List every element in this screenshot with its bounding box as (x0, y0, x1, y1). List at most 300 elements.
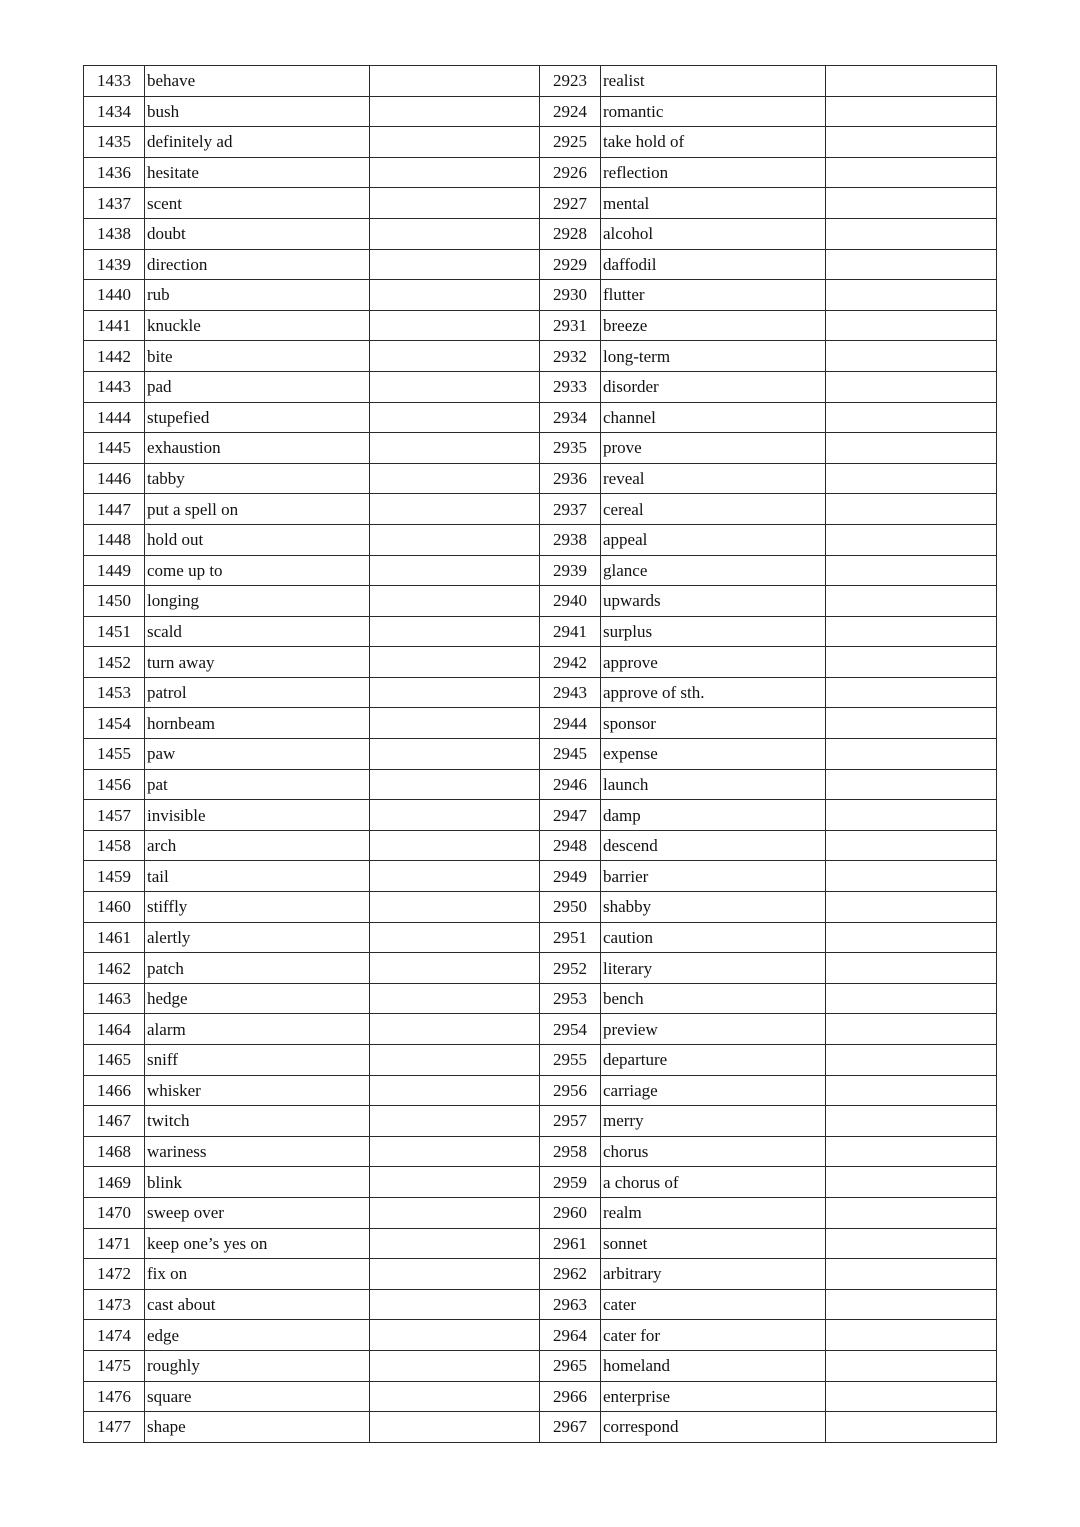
table-row (84, 1014, 997, 1045)
table-row (84, 127, 997, 158)
left-word-cell: stupefied (145, 402, 370, 433)
left-word-cell: direction (145, 249, 370, 280)
left-number-cell: 1449 (84, 555, 145, 586)
left-word-cell: tail (145, 861, 370, 892)
right-number-cell: 2928 (540, 218, 601, 249)
right-blank-cell (826, 218, 997, 249)
left-blank-cell (370, 1136, 540, 1167)
right-blank-cell (826, 953, 997, 984)
right-blank-cell (826, 96, 997, 127)
left-blank-cell (370, 647, 540, 678)
left-blank-cell (370, 249, 540, 280)
right-word-cell: prove (601, 433, 826, 464)
right-blank-cell (826, 1228, 997, 1259)
right-blank-cell (826, 1197, 997, 1228)
right-blank-cell (826, 463, 997, 494)
table-row (84, 1320, 997, 1351)
left-blank-cell (370, 1228, 540, 1259)
left-word-cell: scent (145, 188, 370, 219)
left-word-cell: keep one’s yes on (145, 1228, 370, 1259)
right-word-cell: approve (601, 647, 826, 678)
right-word-cell: romantic (601, 96, 826, 127)
right-number-cell: 2948 (540, 830, 601, 861)
left-word-cell: tabby (145, 463, 370, 494)
left-blank-cell (370, 1197, 540, 1228)
table-row (84, 494, 997, 525)
left-blank-cell (370, 800, 540, 831)
right-word-cell: damp (601, 800, 826, 831)
left-blank-cell (370, 157, 540, 188)
right-number-cell: 2950 (540, 892, 601, 923)
table-row (84, 800, 997, 831)
right-word-cell: channel (601, 402, 826, 433)
right-blank-cell (826, 586, 997, 617)
table-row (84, 953, 997, 984)
right-number-cell: 2964 (540, 1320, 601, 1351)
left-number-cell: 1475 (84, 1350, 145, 1381)
table-row (84, 66, 997, 97)
right-blank-cell (826, 1289, 997, 1320)
left-blank-cell (370, 524, 540, 555)
left-number-cell: 1436 (84, 157, 145, 188)
left-blank-cell (370, 861, 540, 892)
right-word-cell: mental (601, 188, 826, 219)
left-word-cell: blink (145, 1167, 370, 1198)
left-blank-cell (370, 280, 540, 311)
left-number-cell: 1434 (84, 96, 145, 127)
right-number-cell: 2935 (540, 433, 601, 464)
right-number-cell: 2947 (540, 800, 601, 831)
left-blank-cell (370, 66, 540, 97)
left-blank-cell (370, 218, 540, 249)
left-number-cell: 1433 (84, 66, 145, 97)
table-row (84, 1045, 997, 1076)
table-row (84, 647, 997, 678)
right-word-cell: launch (601, 769, 826, 800)
left-word-cell: hedge (145, 983, 370, 1014)
right-blank-cell (826, 310, 997, 341)
table-row (84, 157, 997, 188)
left-blank-cell (370, 371, 540, 402)
left-number-cell: 1468 (84, 1136, 145, 1167)
left-blank-cell (370, 708, 540, 739)
table-row (84, 739, 997, 770)
left-number-cell: 1472 (84, 1259, 145, 1290)
left-blank-cell (370, 830, 540, 861)
right-word-cell: correspond (601, 1412, 826, 1443)
left-word-cell: patch (145, 953, 370, 984)
left-number-cell: 1440 (84, 280, 145, 311)
right-word-cell: daffodil (601, 249, 826, 280)
right-word-cell: upwards (601, 586, 826, 617)
left-number-cell: 1469 (84, 1167, 145, 1198)
table-row (84, 402, 997, 433)
table-row (84, 280, 997, 311)
right-blank-cell (826, 739, 997, 770)
left-number-cell: 1460 (84, 892, 145, 923)
left-number-cell: 1438 (84, 218, 145, 249)
right-word-cell: caution (601, 922, 826, 953)
right-word-cell: long-term (601, 341, 826, 372)
left-blank-cell (370, 127, 540, 158)
left-number-cell: 1474 (84, 1320, 145, 1351)
left-blank-cell (370, 96, 540, 127)
right-number-cell: 2925 (540, 127, 601, 158)
right-number-cell: 2967 (540, 1412, 601, 1443)
left-word-cell: roughly (145, 1350, 370, 1381)
right-blank-cell (826, 1075, 997, 1106)
left-word-cell: definitely ad (145, 127, 370, 158)
left-word-cell: turn away (145, 647, 370, 678)
right-blank-cell (826, 555, 997, 586)
right-number-cell: 2924 (540, 96, 601, 127)
left-blank-cell (370, 463, 540, 494)
right-word-cell: reveal (601, 463, 826, 494)
right-blank-cell (826, 371, 997, 402)
left-number-cell: 1443 (84, 371, 145, 402)
left-number-cell: 1456 (84, 769, 145, 800)
left-blank-cell (370, 892, 540, 923)
right-blank-cell (826, 341, 997, 372)
right-blank-cell (826, 402, 997, 433)
left-number-cell: 1441 (84, 310, 145, 341)
table-row (84, 708, 997, 739)
left-blank-cell (370, 616, 540, 647)
right-number-cell: 2930 (540, 280, 601, 311)
left-number-cell: 1463 (84, 983, 145, 1014)
right-number-cell: 2938 (540, 524, 601, 555)
right-word-cell: take hold of (601, 127, 826, 158)
left-number-cell: 1462 (84, 953, 145, 984)
left-word-cell: pad (145, 371, 370, 402)
right-word-cell: cater (601, 1289, 826, 1320)
right-number-cell: 2933 (540, 371, 601, 402)
table-row (84, 1259, 997, 1290)
left-word-cell: paw (145, 739, 370, 770)
left-blank-cell (370, 1014, 540, 1045)
left-word-cell: pat (145, 769, 370, 800)
left-blank-cell (370, 188, 540, 219)
right-number-cell: 2952 (540, 953, 601, 984)
left-number-cell: 1435 (84, 127, 145, 158)
left-blank-cell (370, 677, 540, 708)
right-blank-cell (826, 66, 997, 97)
right-number-cell: 2953 (540, 983, 601, 1014)
right-word-cell: a chorus of (601, 1167, 826, 1198)
table-row (84, 555, 997, 586)
left-word-cell: sweep over (145, 1197, 370, 1228)
right-word-cell: departure (601, 1045, 826, 1076)
table-row (84, 830, 997, 861)
right-number-cell: 2961 (540, 1228, 601, 1259)
right-word-cell: cereal (601, 494, 826, 525)
left-number-cell: 1457 (84, 800, 145, 831)
left-blank-cell (370, 494, 540, 525)
right-number-cell: 2957 (540, 1106, 601, 1137)
table-row (84, 677, 997, 708)
right-word-cell: enterprise (601, 1381, 826, 1412)
table-row (84, 1167, 997, 1198)
left-number-cell: 1464 (84, 1014, 145, 1045)
left-number-cell: 1466 (84, 1075, 145, 1106)
left-word-cell: fix on (145, 1259, 370, 1290)
right-blank-cell (826, 249, 997, 280)
left-number-cell: 1448 (84, 524, 145, 555)
table-row (84, 1136, 997, 1167)
right-number-cell: 2962 (540, 1259, 601, 1290)
right-blank-cell (826, 1106, 997, 1137)
right-word-cell: disorder (601, 371, 826, 402)
table-row (84, 433, 997, 464)
left-blank-cell (370, 922, 540, 953)
right-number-cell: 2951 (540, 922, 601, 953)
left-blank-cell (370, 1075, 540, 1106)
left-word-cell: hold out (145, 524, 370, 555)
right-blank-cell (826, 616, 997, 647)
left-number-cell: 1444 (84, 402, 145, 433)
left-number-cell: 1450 (84, 586, 145, 617)
left-number-cell: 1452 (84, 647, 145, 678)
right-word-cell: flutter (601, 280, 826, 311)
left-number-cell: 1437 (84, 188, 145, 219)
left-blank-cell (370, 586, 540, 617)
right-number-cell: 2956 (540, 1075, 601, 1106)
table-row (84, 616, 997, 647)
left-blank-cell (370, 1320, 540, 1351)
right-number-cell: 2923 (540, 66, 601, 97)
left-number-cell: 1470 (84, 1197, 145, 1228)
left-number-cell: 1446 (84, 463, 145, 494)
left-word-cell: stiffly (145, 892, 370, 923)
table-row (84, 1412, 997, 1443)
left-word-cell: invisible (145, 800, 370, 831)
right-word-cell: carriage (601, 1075, 826, 1106)
left-number-cell: 1447 (84, 494, 145, 525)
left-word-cell: wariness (145, 1136, 370, 1167)
left-word-cell: scald (145, 616, 370, 647)
left-word-cell: arch (145, 830, 370, 861)
right-number-cell: 2959 (540, 1167, 601, 1198)
left-blank-cell (370, 1167, 540, 1198)
left-number-cell: 1459 (84, 861, 145, 892)
left-word-cell: put a spell on (145, 494, 370, 525)
right-blank-cell (826, 769, 997, 800)
left-word-cell: shape (145, 1412, 370, 1443)
right-word-cell: cater for (601, 1320, 826, 1351)
right-word-cell: preview (601, 1014, 826, 1045)
right-number-cell: 2955 (540, 1045, 601, 1076)
left-number-cell: 1455 (84, 739, 145, 770)
left-number-cell: 1473 (84, 1289, 145, 1320)
left-word-cell: bite (145, 341, 370, 372)
table-row (84, 1289, 997, 1320)
right-blank-cell (826, 280, 997, 311)
table-row (84, 1197, 997, 1228)
left-blank-cell (370, 310, 540, 341)
table-row (84, 524, 997, 555)
right-number-cell: 2963 (540, 1289, 601, 1320)
right-blank-cell (826, 1014, 997, 1045)
left-number-cell: 1451 (84, 616, 145, 647)
right-number-cell: 2960 (540, 1197, 601, 1228)
right-word-cell: surplus (601, 616, 826, 647)
right-blank-cell (826, 830, 997, 861)
left-number-cell: 1453 (84, 677, 145, 708)
right-number-cell: 2939 (540, 555, 601, 586)
right-blank-cell (826, 647, 997, 678)
left-blank-cell (370, 555, 540, 586)
left-word-cell: come up to (145, 555, 370, 586)
table-row (84, 310, 997, 341)
table-row (84, 1106, 997, 1137)
right-number-cell: 2942 (540, 647, 601, 678)
right-word-cell: glance (601, 555, 826, 586)
left-number-cell: 1471 (84, 1228, 145, 1259)
left-number-cell: 1461 (84, 922, 145, 953)
left-word-cell: alertly (145, 922, 370, 953)
right-number-cell: 2945 (540, 739, 601, 770)
right-blank-cell (826, 1320, 997, 1351)
left-word-cell: hesitate (145, 157, 370, 188)
right-word-cell: alcohol (601, 218, 826, 249)
left-number-cell: 1454 (84, 708, 145, 739)
right-blank-cell (826, 1136, 997, 1167)
table-row (84, 1381, 997, 1412)
left-blank-cell (370, 1289, 540, 1320)
right-word-cell: approve of sth. (601, 677, 826, 708)
right-blank-cell (826, 1412, 997, 1443)
right-word-cell: shabby (601, 892, 826, 923)
right-number-cell: 2931 (540, 310, 601, 341)
right-word-cell: descend (601, 830, 826, 861)
right-blank-cell (826, 1381, 997, 1412)
left-number-cell: 1445 (84, 433, 145, 464)
right-blank-cell (826, 433, 997, 464)
right-blank-cell (826, 188, 997, 219)
right-blank-cell (826, 524, 997, 555)
left-word-cell: twitch (145, 1106, 370, 1137)
left-word-cell: square (145, 1381, 370, 1412)
left-word-cell: patrol (145, 677, 370, 708)
right-word-cell: barrier (601, 861, 826, 892)
right-number-cell: 2926 (540, 157, 601, 188)
table-row (84, 218, 997, 249)
right-number-cell: 2944 (540, 708, 601, 739)
right-number-cell: 2946 (540, 769, 601, 800)
right-word-cell: reflection (601, 157, 826, 188)
right-number-cell: 2937 (540, 494, 601, 525)
right-word-cell: expense (601, 739, 826, 770)
right-blank-cell (826, 1259, 997, 1290)
left-blank-cell (370, 402, 540, 433)
right-number-cell: 2927 (540, 188, 601, 219)
right-number-cell: 2943 (540, 677, 601, 708)
left-blank-cell (370, 769, 540, 800)
right-word-cell: realist (601, 66, 826, 97)
right-word-cell: appeal (601, 524, 826, 555)
right-number-cell: 2949 (540, 861, 601, 892)
right-number-cell: 2941 (540, 616, 601, 647)
table-row (84, 463, 997, 494)
right-number-cell: 2936 (540, 463, 601, 494)
table-row (84, 1075, 997, 1106)
left-blank-cell (370, 953, 540, 984)
right-number-cell: 2940 (540, 586, 601, 617)
left-number-cell: 1467 (84, 1106, 145, 1137)
right-word-cell: homeland (601, 1350, 826, 1381)
right-blank-cell (826, 677, 997, 708)
right-number-cell: 2929 (540, 249, 601, 280)
left-word-cell: behave (145, 66, 370, 97)
right-word-cell: arbitrary (601, 1259, 826, 1290)
table-row (84, 1228, 997, 1259)
table-row (84, 983, 997, 1014)
right-blank-cell (826, 922, 997, 953)
left-word-cell: sniff (145, 1045, 370, 1076)
left-word-cell: cast about (145, 1289, 370, 1320)
right-number-cell: 2966 (540, 1381, 601, 1412)
left-word-cell: exhaustion (145, 433, 370, 464)
right-word-cell: breeze (601, 310, 826, 341)
table-row (84, 861, 997, 892)
table-row (84, 1350, 997, 1381)
right-blank-cell (826, 861, 997, 892)
left-word-cell: rub (145, 280, 370, 311)
table-row (84, 249, 997, 280)
right-blank-cell (826, 157, 997, 188)
table-row (84, 769, 997, 800)
right-word-cell: merry (601, 1106, 826, 1137)
table-row (84, 892, 997, 923)
right-word-cell: sonnet (601, 1228, 826, 1259)
right-number-cell: 2954 (540, 1014, 601, 1045)
left-blank-cell (370, 433, 540, 464)
right-blank-cell (826, 800, 997, 831)
left-blank-cell (370, 341, 540, 372)
left-blank-cell (370, 1412, 540, 1443)
left-blank-cell (370, 1350, 540, 1381)
left-blank-cell (370, 1045, 540, 1076)
left-number-cell: 1477 (84, 1412, 145, 1443)
right-blank-cell (826, 892, 997, 923)
table-row (84, 586, 997, 617)
left-number-cell: 1476 (84, 1381, 145, 1412)
right-blank-cell (826, 708, 997, 739)
right-number-cell: 2965 (540, 1350, 601, 1381)
right-number-cell: 2958 (540, 1136, 601, 1167)
left-word-cell: knuckle (145, 310, 370, 341)
vocabulary-table-body (84, 66, 997, 1443)
vocabulary-table (83, 65, 997, 1443)
right-word-cell: bench (601, 983, 826, 1014)
right-blank-cell (826, 127, 997, 158)
left-word-cell: bush (145, 96, 370, 127)
right-number-cell: 2934 (540, 402, 601, 433)
right-number-cell: 2932 (540, 341, 601, 372)
right-word-cell: chorus (601, 1136, 826, 1167)
table-row (84, 188, 997, 219)
left-number-cell: 1439 (84, 249, 145, 280)
table-row (84, 371, 997, 402)
left-blank-cell (370, 739, 540, 770)
left-blank-cell (370, 983, 540, 1014)
left-number-cell: 1458 (84, 830, 145, 861)
right-word-cell: sponsor (601, 708, 826, 739)
table-row (84, 341, 997, 372)
left-word-cell: alarm (145, 1014, 370, 1045)
left-word-cell: hornbeam (145, 708, 370, 739)
left-word-cell: doubt (145, 218, 370, 249)
